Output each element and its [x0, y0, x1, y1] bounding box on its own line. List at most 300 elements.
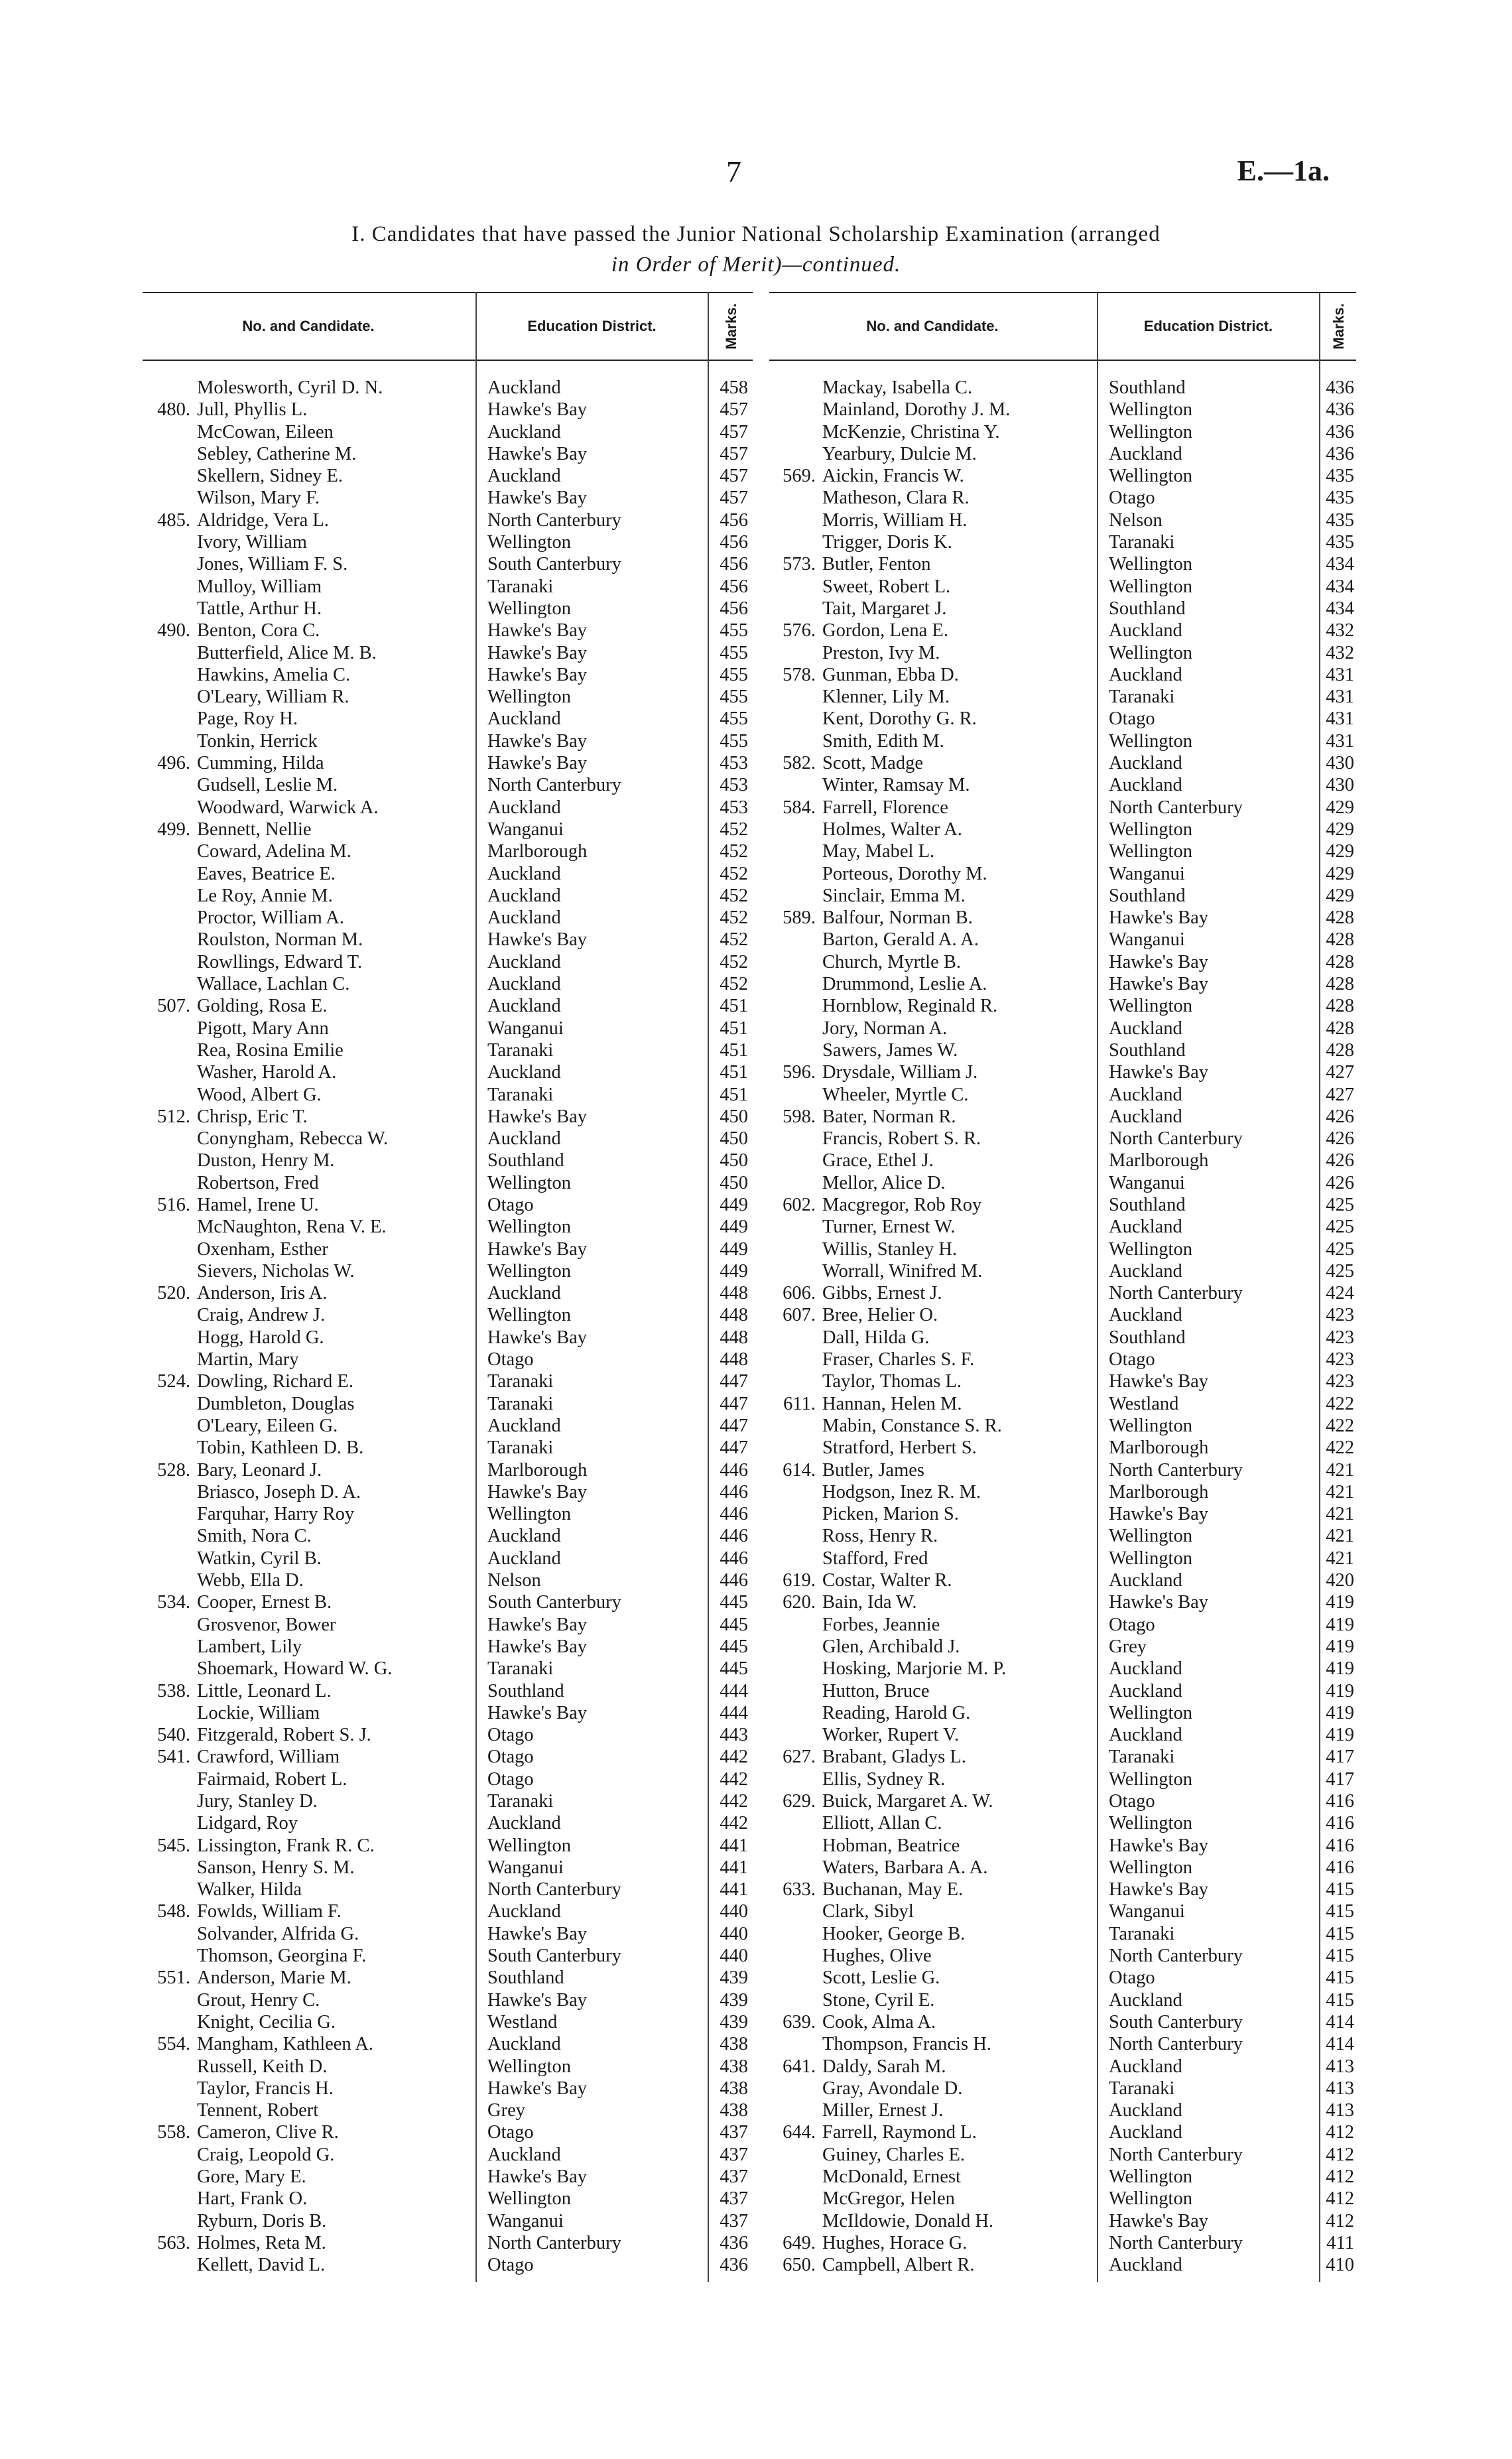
marks-value: 423 — [1326, 1305, 1354, 1326]
education-district: Wanganui — [487, 1018, 564, 1039]
education-district: Auckland — [1109, 775, 1182, 796]
education-district: Wellington — [1109, 1548, 1192, 1569]
candidate-name: Crawford, William — [197, 1747, 340, 1768]
candidate-name: Lidgard, Roy — [197, 1813, 298, 1834]
marks-value: 415 — [1326, 1946, 1354, 1967]
education-district: Wellington — [1109, 1813, 1192, 1834]
marks-value: 434 — [1326, 554, 1354, 575]
candidate-name: Duston, Henry M. — [197, 1150, 335, 1171]
candidate-name: Sinclair, Emma M. — [822, 885, 966, 906]
table-row — [143, 443, 753, 465]
education-district: Auckland — [487, 2144, 561, 2165]
marks-value: 425 — [1326, 1238, 1354, 1260]
marks-value: 430 — [1326, 775, 1354, 796]
education-district: Wellington — [1109, 1526, 1192, 1547]
table-row — [769, 1172, 1356, 1194]
education-district: Wellington — [1109, 2166, 1192, 2188]
marks-value: 423 — [1326, 1327, 1354, 1348]
table-row — [143, 1923, 753, 1945]
candidate-name: Gunman, Ebba D. — [822, 664, 959, 685]
marks-value: 445 — [720, 1592, 748, 1613]
table-row — [769, 2254, 1356, 2276]
table-row — [769, 1591, 1356, 1613]
candidate-name: Russell, Keith D. — [197, 2056, 328, 2077]
marks-value: 438 — [720, 2078, 748, 2099]
marks-value: 426 — [1326, 1150, 1354, 1171]
education-district: Wellington — [1109, 466, 1192, 487]
table-row — [143, 995, 753, 1017]
table-row — [143, 774, 753, 796]
candidate-name: Tennent, Robert — [197, 2100, 319, 2121]
table-row — [143, 1106, 753, 1128]
education-district: Otago — [1109, 1349, 1155, 1370]
education-district: Auckland — [487, 466, 561, 487]
education-district: Wellington — [1109, 1768, 1192, 1790]
marks-value: 445 — [720, 1658, 748, 1680]
candidate-name: Webb, Ella D. — [197, 1570, 304, 1591]
table-row — [769, 465, 1356, 487]
table-row — [769, 840, 1356, 862]
table-row — [143, 487, 753, 509]
candidate-name: Forbes, Jeannie — [822, 1614, 940, 1635]
education-district: Auckland — [487, 1901, 561, 1922]
table-row — [143, 1746, 753, 1768]
table-row — [143, 1150, 753, 1171]
title-line-2: in Order of Merit)—continued. — [611, 253, 901, 277]
education-district: Southland — [1109, 598, 1186, 619]
table-row — [769, 2056, 1356, 2078]
marks-value: 415 — [1326, 1879, 1354, 1900]
candidate-name: Lambert, Lily — [197, 1636, 302, 1657]
candidate-name: Gray, Avondale D. — [822, 2078, 963, 2099]
education-district: Wellington — [487, 687, 571, 708]
education-district: Hawke's Bay — [487, 488, 587, 509]
education-district: Hawke's Bay — [487, 1702, 587, 1723]
table-row — [143, 2188, 753, 2210]
marks-value: 432 — [1326, 642, 1354, 663]
candidate-name: Hutton, Bruce — [822, 1680, 930, 1701]
marks-value: 452 — [720, 863, 748, 884]
candidate-name: Mulloy, William — [197, 576, 322, 597]
candidate-name: Fowlds, William F. — [197, 1901, 342, 1922]
candidate-name: Mangham, Kathleen A. — [197, 2034, 373, 2055]
marks-value: 414 — [1326, 2011, 1354, 2032]
table-row — [143, 1370, 753, 1392]
education-district: Wellington — [1109, 1857, 1192, 1878]
table-row — [143, 2033, 753, 2055]
candidate-name: Golding, Rosa E. — [197, 996, 328, 1017]
marks-value: 435 — [1326, 509, 1354, 531]
marks-value: 446 — [720, 1526, 748, 1547]
marks-value: 421 — [1326, 1526, 1354, 1547]
education-district: Wellington — [487, 1217, 571, 1238]
education-district: Auckland — [487, 996, 561, 1017]
table-row — [769, 2099, 1356, 2121]
table-row — [769, 2166, 1356, 2188]
marks-value: 452 — [720, 929, 748, 951]
table-row — [143, 1304, 753, 1326]
candidate-name: Stafford, Fred — [822, 1548, 928, 1569]
marks-value: 437 — [720, 2188, 748, 2210]
education-district: Southland — [1109, 885, 1186, 906]
candidate-name: Buchanan, May E. — [822, 1879, 964, 1900]
candidate-name: Francis, Robert S. R. — [822, 1128, 981, 1150]
table-row — [769, 1481, 1356, 1503]
education-district: Otago — [487, 2255, 534, 2276]
marks-value: 416 — [1326, 1813, 1354, 1834]
marks-value: 455 — [720, 730, 748, 752]
education-district: Auckland — [1109, 620, 1182, 641]
candidate-name: Miller, Ernest J. — [822, 2100, 944, 2121]
education-district: North Canterbury — [487, 1879, 621, 1900]
education-district: Hawke's Bay — [1109, 1504, 1208, 1525]
candidate-name: McKenzie, Christina Y. — [822, 421, 1000, 442]
candidate-name: Sebley, Catherine M. — [197, 443, 357, 464]
education-district: Hawke's Bay — [1109, 907, 1208, 929]
table-row — [769, 1923, 1356, 1945]
candidate-name: Waters, Barbara A. A. — [822, 1857, 988, 1878]
education-district: Marlborough — [1109, 1150, 1209, 1171]
education-district: Wellington — [487, 532, 571, 553]
table-row — [769, 399, 1356, 421]
candidate-name: McGregor, Helen — [822, 2188, 955, 2210]
education-district: Otago — [487, 1768, 534, 1790]
table-row — [143, 1900, 753, 1922]
table-row — [143, 885, 753, 907]
table-row — [769, 1614, 1356, 1636]
table-row — [143, 1702, 753, 1724]
marks-value: 447 — [720, 1393, 748, 1414]
marks-value: 435 — [1326, 532, 1354, 553]
candidate-number: 620. — [783, 1592, 816, 1613]
candidate-name: Coward, Adelina M. — [197, 841, 351, 862]
table-row — [769, 664, 1356, 686]
candidate-number: 606. — [783, 1283, 816, 1304]
candidate-number: 520. — [157, 1283, 190, 1304]
candidate-name: Sawers, James W. — [822, 1039, 958, 1061]
table-row — [143, 1967, 753, 1989]
candidate-name: Thompson, Francis H. — [822, 2034, 991, 2055]
table-row — [143, 1790, 753, 1812]
table-row — [769, 1304, 1356, 1326]
marks-value: 442 — [720, 1768, 748, 1790]
candidate-name: Gibbs, Ernest J. — [822, 1283, 942, 1304]
marks-value: 419 — [1326, 1592, 1354, 1613]
education-district: Marlborough — [1109, 1481, 1209, 1502]
candidate-name: Skellern, Sidney E. — [197, 466, 344, 487]
candidate-name: Butler, James — [822, 1459, 924, 1481]
marks-value: 416 — [1326, 1791, 1354, 1812]
marks-value: 436 — [720, 2255, 748, 2276]
education-district: Taranaki — [1109, 687, 1175, 708]
table-row — [143, 598, 753, 620]
candidate-name: Taylor, Francis H. — [197, 2078, 334, 2099]
table-row — [143, 2099, 753, 2121]
candidate-number: 627. — [783, 1747, 816, 1768]
candidate-name: Fairmaid, Robert L. — [197, 1768, 347, 1790]
marks-value: 456 — [720, 554, 748, 575]
table-row — [143, 1857, 753, 1879]
table-row — [143, 1415, 753, 1437]
candidate-name: Mabin, Constance S. R. — [822, 1415, 1002, 1436]
education-district: Taranaki — [487, 1084, 554, 1105]
education-district: Hawke's Bay — [487, 1238, 587, 1260]
candidate-name: Sweet, Robert L. — [822, 576, 951, 597]
education-district: Wellington — [1109, 841, 1192, 862]
marks-value: 446 — [720, 1570, 748, 1591]
marks-value: 446 — [720, 1548, 748, 1569]
table-row — [143, 1282, 753, 1304]
education-district: Auckland — [1109, 1680, 1182, 1701]
education-district: North Canterbury — [1109, 2034, 1243, 2055]
table-row — [143, 1835, 753, 1857]
education-district: Taranaki — [487, 1658, 554, 1680]
table-row — [769, 1260, 1356, 1282]
education-district: Hawke's Bay — [487, 1636, 587, 1657]
candidate-name: Watkin, Cyril B. — [197, 1548, 322, 1569]
education-district: Hawke's Bay — [487, 730, 587, 752]
education-district: Auckland — [487, 1128, 561, 1150]
marks-value: 444 — [720, 1702, 748, 1723]
candidate-name: O'Leary, Eileen G. — [197, 1415, 338, 1436]
education-district: South Canterbury — [487, 554, 621, 575]
marks-value: 414 — [1326, 2034, 1354, 2055]
education-district: Wellington — [1109, 1702, 1192, 1723]
marks-value: 452 — [720, 951, 748, 972]
table-row — [769, 1415, 1356, 1437]
education-district: Auckland — [487, 1548, 561, 1569]
candidate-number: 524. — [157, 1371, 190, 1392]
candidate-number: 650. — [783, 2255, 816, 2276]
marks-value: 451 — [720, 1062, 748, 1083]
table-row — [769, 995, 1356, 1017]
table-row — [143, 553, 753, 575]
table-row — [143, 1172, 753, 1194]
candidate-name: Anderson, Marie M. — [197, 1967, 351, 1989]
education-district: Taranaki — [487, 576, 554, 597]
candidate-number: 507. — [157, 996, 190, 1017]
table-row — [143, 708, 753, 730]
marks-value: 419 — [1326, 1702, 1354, 1723]
table-row — [769, 1945, 1356, 1967]
candidate-number: 629. — [783, 1791, 816, 1812]
marks-value: 423 — [1326, 1371, 1354, 1392]
education-district: Wellington — [1109, 576, 1192, 597]
table-row — [769, 443, 1356, 465]
education-district: Wellington — [487, 1305, 571, 1326]
table-row — [143, 819, 753, 840]
candidate-name: Scott, Madge — [822, 753, 923, 774]
candidate-number: 584. — [783, 797, 816, 818]
candidate-name: Stone, Cyril E. — [822, 1989, 935, 2011]
candidate-name: Sievers, Nicholas W. — [197, 1260, 355, 1282]
education-district: Southland — [487, 1967, 564, 1989]
marks-value: 422 — [1326, 1393, 1354, 1414]
table-row — [769, 819, 1356, 840]
table-row — [769, 1327, 1356, 1349]
candidate-name: Lockie, William — [197, 1702, 320, 1723]
education-district: Hawke's Bay — [487, 1989, 587, 2011]
marks-value: 456 — [720, 509, 748, 531]
table-row — [769, 1680, 1356, 1702]
education-district: Wanganui — [1109, 1172, 1185, 1193]
marks-value: 438 — [720, 2056, 748, 2077]
candidate-name: Hodgson, Inez R. M. — [822, 1481, 981, 1502]
candidate-number: 607. — [783, 1305, 816, 1326]
marks-value: 442 — [720, 1747, 748, 1768]
marks-value: 419 — [1326, 1680, 1354, 1701]
marks-value: 452 — [720, 974, 748, 995]
marks-value: 453 — [720, 775, 748, 796]
header-district: Education District. — [1143, 318, 1273, 334]
candidate-name: Hamel, Irene U. — [197, 1194, 319, 1215]
marks-value: 417 — [1326, 1747, 1354, 1768]
table-row — [143, 1349, 753, 1370]
table-row — [769, 1790, 1356, 1812]
education-district: Auckland — [1109, 1106, 1182, 1127]
candidate-name: Briasco, Joseph D. A. — [197, 1481, 361, 1502]
marks-value: 440 — [720, 1923, 748, 1944]
candidate-name: Winter, Ramsay M. — [822, 775, 970, 796]
education-district: Wellington — [1109, 399, 1192, 421]
candidate-name: Le Roy, Annie M. — [197, 885, 333, 906]
table-row — [769, 752, 1356, 774]
marks-value: 431 — [1326, 687, 1354, 708]
marks-value: 428 — [1326, 1018, 1354, 1039]
education-district: Hawke's Bay — [1109, 1592, 1208, 1613]
table-row — [769, 1812, 1356, 1834]
table-row — [769, 1128, 1356, 1150]
education-district: Wellington — [1109, 1238, 1192, 1260]
marks-value: 416 — [1326, 1857, 1354, 1878]
table-row — [143, 1503, 753, 1525]
rows-left — [143, 377, 753, 2277]
candidate-name: Solvander, Alfrida G. — [197, 1923, 359, 1944]
table-row — [143, 509, 753, 531]
table-row — [143, 1128, 753, 1150]
table-row — [769, 1746, 1356, 1768]
table-row — [143, 2232, 753, 2254]
marks-value: 436 — [1326, 443, 1354, 464]
candidate-name: Shoemark, Howard W. G. — [197, 1658, 393, 1680]
table-row — [143, 1238, 753, 1260]
candidate-name: Smith, Nora C. — [197, 1526, 312, 1547]
candidate-name: Barton, Gerald A. A. — [822, 929, 979, 951]
candidate-name: Wheeler, Myrtle C. — [822, 1084, 969, 1105]
table-row — [769, 1879, 1356, 1900]
candidate-name: Oxenham, Esther — [197, 1238, 328, 1260]
education-district: Auckland — [1109, 1084, 1182, 1105]
marks-value: 419 — [1326, 1614, 1354, 1635]
candidate-name: Farrell, Raymond L. — [822, 2122, 977, 2143]
marks-value: 436 — [720, 2232, 748, 2253]
candidate-name: Dowling, Richard E. — [197, 1371, 353, 1392]
candidate-name: Church, Myrtle B. — [822, 951, 961, 972]
candidate-name: Brabant, Gladys L. — [822, 1747, 966, 1768]
education-district: Hawke's Bay — [1109, 1879, 1208, 1900]
table-row — [143, 1724, 753, 1746]
table-row — [143, 2144, 753, 2166]
candidate-name: Bain, Ida W. — [822, 1592, 917, 1613]
education-district: North Canterbury — [1109, 1283, 1243, 1304]
education-district: Otago — [1109, 1967, 1155, 1989]
candidate-name: Porteous, Dorothy M. — [822, 863, 987, 884]
table-row — [769, 1900, 1356, 1922]
candidate-name: Proctor, William A. — [197, 907, 345, 929]
candidate-name: O'Leary, William R. — [197, 687, 349, 708]
education-district: Wellington — [1109, 1415, 1192, 1436]
candidate-name: Fitzgerald, Robert S. J. — [197, 1725, 371, 1746]
table-row — [143, 1018, 753, 1039]
education-district: Southland — [1109, 1039, 1186, 1061]
candidate-name: Rea, Rosina Emilie — [197, 1039, 344, 1061]
candidate-name: Bater, Norman R. — [822, 1106, 956, 1127]
marks-value: 446 — [720, 1459, 748, 1481]
candidate-number: 512. — [157, 1106, 190, 1127]
education-district: Wellington — [487, 2056, 571, 2077]
education-district: Grey — [1109, 1636, 1147, 1657]
table-row — [769, 2232, 1356, 2254]
table-row — [143, 1945, 753, 1967]
table-row — [769, 598, 1356, 620]
table-row — [143, 686, 753, 708]
table-row — [143, 1548, 753, 1569]
candidate-name: Worker, Rupert V. — [822, 1725, 960, 1746]
education-district: Hawke's Bay — [487, 1481, 587, 1502]
candidate-name: Drummond, Leslie A. — [822, 974, 987, 995]
table-row — [769, 2144, 1356, 2166]
education-district: Wellington — [1109, 642, 1192, 663]
candidate-number: 496. — [157, 753, 190, 774]
marks-value: 450 — [720, 1128, 748, 1150]
marks-value: 434 — [1326, 576, 1354, 597]
table-header-right — [769, 292, 1356, 361]
candidate-number: 548. — [157, 1901, 190, 1922]
marks-value: 447 — [720, 1371, 748, 1392]
marks-value: 421 — [1326, 1548, 1354, 1569]
table-row — [143, 907, 753, 929]
table-row — [769, 487, 1356, 509]
candidate-name: Daldy, Sarah M. — [822, 2056, 946, 2077]
education-district: Wanganui — [1109, 929, 1185, 951]
education-district: Grey — [487, 2100, 525, 2121]
table-row — [143, 1393, 753, 1415]
education-district: Otago — [1109, 1791, 1155, 1812]
header-candidate: No. and Candidate. — [866, 318, 999, 334]
marks-value: 444 — [720, 1680, 748, 1701]
education-district: Hawke's Bay — [487, 642, 587, 663]
candidate-name: Turner, Ernest W. — [822, 1217, 956, 1238]
marks-value: 429 — [1326, 841, 1354, 862]
candidate-name: Cooper, Ernest B. — [197, 1592, 332, 1613]
candidate-name: Holmes, Reta M. — [197, 2232, 326, 2253]
marks-value: 428 — [1326, 974, 1354, 995]
marks-value: 429 — [1326, 819, 1354, 840]
education-district: Auckland — [1109, 2100, 1182, 2121]
education-district: Auckland — [1109, 1018, 1182, 1039]
table-row — [769, 620, 1356, 641]
table-row — [769, 1084, 1356, 1106]
marks-value: 425 — [1326, 1194, 1354, 1215]
candidate-number: 516. — [157, 1194, 190, 1215]
education-district: Hawke's Bay — [487, 620, 587, 641]
marks-value: 452 — [720, 885, 748, 906]
education-district: Wanganui — [1109, 1901, 1185, 1922]
education-district: Taranaki — [487, 1371, 554, 1392]
education-district: Hawke's Bay — [487, 2166, 587, 2188]
marks-value: 455 — [720, 708, 748, 730]
marks-value: 413 — [1326, 2056, 1354, 2077]
